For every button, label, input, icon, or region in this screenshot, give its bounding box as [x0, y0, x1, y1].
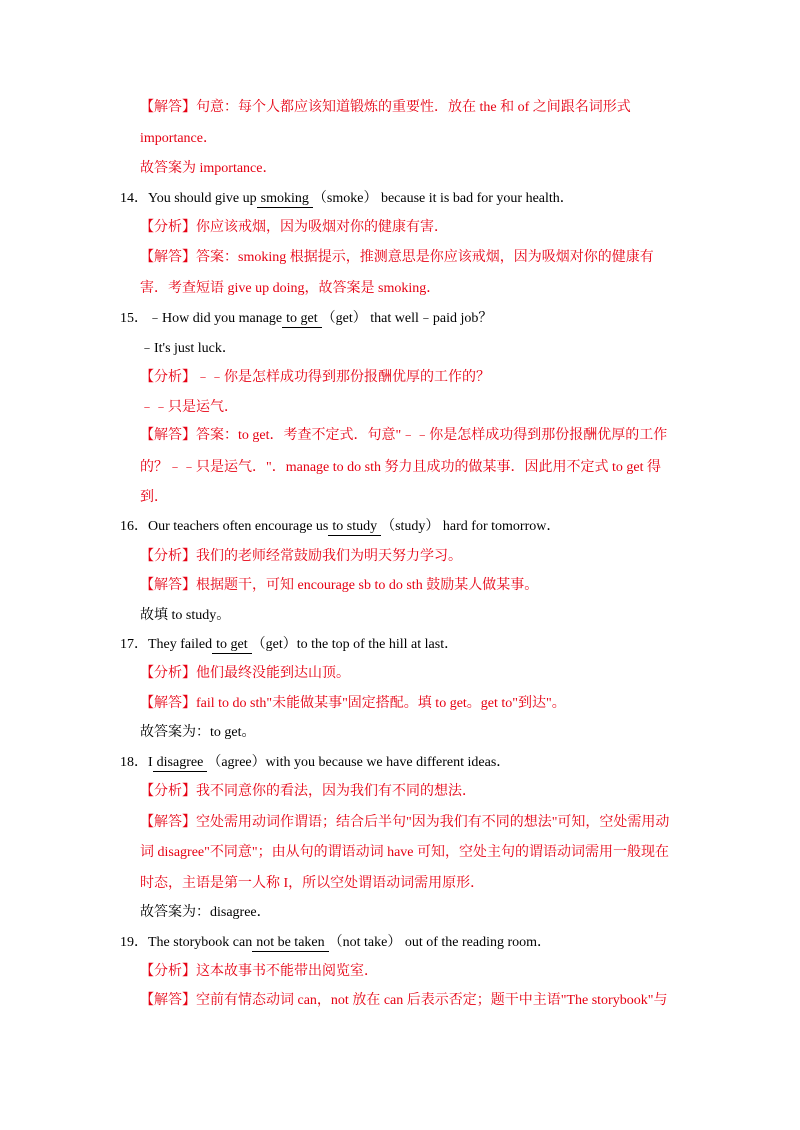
question-text: 17．They failed: [120, 637, 213, 652]
answer-blank: to study: [328, 519, 381, 536]
answer-blank: not be taken: [252, 935, 328, 952]
answer-blank: to get: [212, 637, 252, 654]
text-line: 故答案为：disagree．: [140, 905, 271, 920]
explanation-line: 到．: [140, 490, 168, 505]
question-line: [120, 933, 551, 953]
explanation-line: 【分析】我们的老师经常鼓励我们为明天努力学习。: [140, 549, 462, 564]
explanation-line: 的？﹣﹣只是运气．"．manage to do sth 努力且成功的做某事．因此用不定式 to get 得: [140, 460, 661, 475]
question-hint: （get） that well﹣paid job？: [321, 311, 493, 326]
question-hint: （smoke） because it is bad for your health．: [312, 191, 574, 206]
explanation-line: 【解答】根据题干，可知 encourage sb to do sth 鼓励某人做某事。: [140, 578, 539, 593]
question-text: 18．I: [120, 755, 153, 770]
question-line: [120, 309, 492, 329]
question-hint: （get）to the top of the hill at last．: [251, 637, 459, 652]
question-text: 19．The storybook can: [120, 935, 253, 950]
question-line: [120, 517, 560, 537]
question-line: [120, 753, 510, 773]
explanation-line: ﹣﹣只是运气．: [140, 400, 238, 415]
text-line: 故填 to study。: [140, 608, 231, 623]
answer-blank: disagree: [153, 755, 208, 772]
question-line: [120, 189, 574, 209]
explanation-line: 故答案为 importance．: [140, 161, 277, 176]
explanation-line: 【分析】你应该戒烟，因为吸烟对你的健康有害．: [140, 220, 448, 235]
explanation-line: 【分析】﹣﹣你是怎样成功得到那份报酬优厚的工作的？: [140, 370, 490, 385]
explanation-line: 【分析】他们最终没能到达山顶。: [140, 666, 350, 681]
explanation-line: importance．: [140, 131, 217, 146]
explanation-line: 【解答】空处需用动词作谓语；结合后半句"因为我们有不同的想法"可知，空处需用动: [140, 815, 670, 830]
question-text: 16．Our teachers often encourage us: [120, 519, 329, 534]
explanation-line: 词 disagree"不同意"；由从句的谓语动词 have 可知，空处主句的谓语动词需用一般现在: [140, 845, 669, 860]
question-hint: （study） hard for tomorrow．: [381, 519, 561, 534]
explanation-line: 【解答】答案：smoking 根据提示，推测意思是你应该戒烟，因为吸烟对你的健康有: [140, 250, 654, 265]
explanation-line: 时态，主语是第一人称 I，所以空处谓语动词需用原形．: [140, 876, 485, 891]
explanation-line: 【分析】我不同意你的看法，因为我们有不同的想法．: [140, 784, 476, 799]
explanation-line: 【解答】fail to do sth"未能做某事"固定搭配。填 to get。get to"到达"。: [140, 696, 566, 711]
answer-blank: smoking: [257, 191, 313, 208]
question-text: 15．﹣How did you manage: [120, 311, 283, 326]
text-line: 故答案为：to get。: [140, 725, 256, 740]
question-hint: （agree）with you because we have different ideas．: [207, 755, 511, 770]
answer-blank: to get: [282, 311, 322, 328]
question-line: [120, 635, 458, 655]
explanation-line: 害．考查短语 give up doing，故答案是 smoking．: [140, 281, 441, 296]
explanation-line: 【解答】空前有情态动词 can，not 放在 can 后表示否定；题干中主语"The storybook"与: [140, 993, 668, 1008]
explanation-line: 【解答】句意：每个人都应该知道锻炼的重要性．放在 the 和 of 之间跟名词形式: [140, 100, 631, 115]
question-text: 14．You should give up: [120, 191, 257, 206]
text-line: ﹣It's just luck．: [140, 341, 236, 356]
explanation-line: 【解答】答案：to get．考查不定式．句意"﹣﹣你是怎样成功得到那份报酬优厚的工作: [140, 428, 668, 443]
explanation-line: 【分析】这本故事书不能带出阅览室．: [140, 964, 378, 979]
question-hint: （not take） out of the reading room．: [328, 935, 552, 950]
